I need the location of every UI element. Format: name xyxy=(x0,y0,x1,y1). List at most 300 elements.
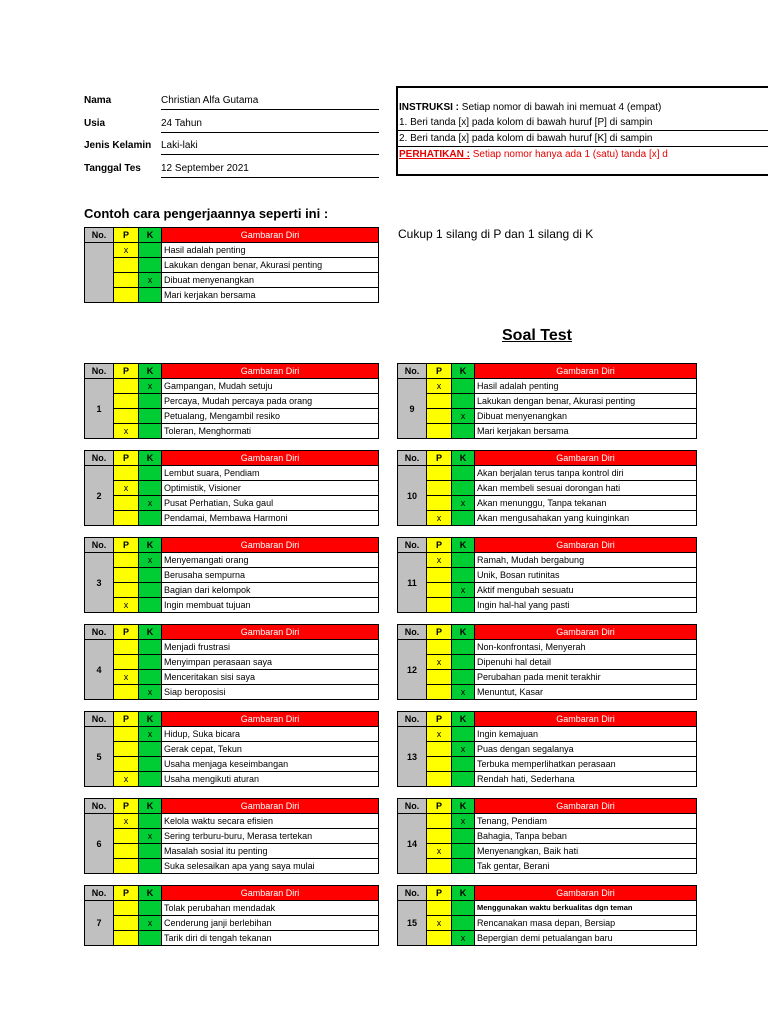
k-checkbox[interactable]: x xyxy=(452,409,475,424)
header-p: P xyxy=(114,228,139,243)
statement-row xyxy=(85,931,379,946)
jenis-kelamin-label: Jenis Kelamin xyxy=(84,140,152,151)
p-checkbox[interactable] xyxy=(427,424,452,439)
p-checkbox[interactable] xyxy=(427,859,452,874)
p-checkbox[interactable] xyxy=(114,583,139,598)
usia-label: Usia xyxy=(84,118,106,129)
k-checkbox[interactable] xyxy=(452,640,475,655)
example-title: Contoh cara pengerjaannya seperti ini : xyxy=(84,206,329,221)
statement-row xyxy=(85,511,379,526)
statement-text: Usaha mengikuti aturan xyxy=(162,772,379,787)
k-checkbox[interactable]: x xyxy=(139,379,162,394)
statement-text: Suka selesaikan apa yang saya mulai xyxy=(162,859,379,874)
question-header-row xyxy=(398,538,697,553)
statement-row xyxy=(398,568,697,583)
header-k: K xyxy=(452,712,475,727)
k-checkbox[interactable]: x xyxy=(139,273,162,288)
k-checkbox[interactable] xyxy=(139,424,162,439)
statement-row xyxy=(398,583,697,598)
statement-text: Bahagia, Tanpa beban xyxy=(475,829,697,844)
statement-text: Optimistik, Visioner xyxy=(162,481,379,496)
statement-text: Dibuat menyenangkan xyxy=(162,273,379,288)
header-desc: Gambaran Diri xyxy=(162,451,379,466)
p-checkbox[interactable] xyxy=(427,394,452,409)
header-no: No. xyxy=(398,451,427,466)
p-checkbox[interactable] xyxy=(114,568,139,583)
statement-text: Dipenuhi hal detail xyxy=(475,655,697,670)
statement-text: Terbuka memperlihatkan perasaan xyxy=(475,757,697,772)
statement-text: Ingin membuat tujuan xyxy=(162,598,379,613)
k-checkbox[interactable] xyxy=(139,772,162,787)
question-number: 11 xyxy=(398,553,427,613)
header-p: P xyxy=(114,886,139,901)
statement-row xyxy=(398,814,697,829)
statement-text: Bagian dari kelompok xyxy=(162,583,379,598)
header-desc: Gambaran Diri xyxy=(475,886,697,901)
k-checkbox[interactable]: x xyxy=(139,685,162,700)
k-checkbox[interactable] xyxy=(452,844,475,859)
statement-text: Akan menunggu, Tanpa tekanan xyxy=(475,496,697,511)
statement-row xyxy=(85,859,379,874)
p-checkbox[interactable]: x xyxy=(427,511,452,526)
k-checkbox[interactable] xyxy=(452,598,475,613)
tanggal-tes-label: Tanggal Tes xyxy=(84,163,141,174)
statement-row xyxy=(85,424,379,439)
question-block-5 xyxy=(84,711,379,787)
k-checkbox[interactable] xyxy=(139,901,162,916)
statement-row xyxy=(85,901,379,916)
k-checkbox[interactable]: x xyxy=(452,583,475,598)
k-checkbox[interactable] xyxy=(139,670,162,685)
statement-text: Ingin kemajuan xyxy=(475,727,697,742)
header-p: P xyxy=(427,625,452,640)
k-checkbox[interactable] xyxy=(139,844,162,859)
k-checkbox[interactable]: x xyxy=(139,496,162,511)
p-checkbox[interactable] xyxy=(427,829,452,844)
statement-text: Gerak cepat, Tekun xyxy=(162,742,379,757)
k-checkbox[interactable] xyxy=(139,598,162,613)
example-header-row xyxy=(85,228,379,243)
statement-row xyxy=(398,424,697,439)
header-no: No. xyxy=(398,364,427,379)
statement-row xyxy=(85,829,379,844)
k-checkbox[interactable]: x xyxy=(139,727,162,742)
p-checkbox[interactable] xyxy=(114,757,139,772)
k-checkbox[interactable] xyxy=(139,655,162,670)
statement-text: Mari kerjakan bersama xyxy=(162,288,379,303)
header-p: P xyxy=(114,712,139,727)
p-checkbox[interactable] xyxy=(427,640,452,655)
header-desc: Gambaran Diri xyxy=(475,625,697,640)
statement-text: Tenang, Pendiam xyxy=(475,814,697,829)
question-block-4 xyxy=(84,624,379,700)
question-header-row xyxy=(398,364,697,379)
header-p: P xyxy=(114,364,139,379)
statement-text: Gampangan, Mudah setuju xyxy=(162,379,379,394)
question-block-1 xyxy=(84,363,379,439)
instruction-line-2: 1. Beri tanda [x] pada kolom di bawah huruf [P] di sampin xyxy=(398,115,768,131)
p-checkbox[interactable] xyxy=(114,379,139,394)
k-checkbox[interactable] xyxy=(139,814,162,829)
statement-row xyxy=(85,496,379,511)
p-checkbox[interactable] xyxy=(427,583,452,598)
question-number: 12 xyxy=(398,640,427,700)
p-checkbox[interactable] xyxy=(114,916,139,931)
p-checkbox[interactable] xyxy=(114,466,139,481)
statement-row xyxy=(398,829,697,844)
header-p: P xyxy=(427,451,452,466)
k-checkbox[interactable] xyxy=(139,409,162,424)
question-block-6 xyxy=(84,798,379,874)
p-checkbox[interactable]: x xyxy=(114,243,139,258)
statement-row xyxy=(398,844,697,859)
statement-row xyxy=(85,844,379,859)
k-checkbox[interactable] xyxy=(452,481,475,496)
question-number: 9 xyxy=(398,379,427,439)
statement-row xyxy=(398,757,697,772)
p-checkbox[interactable] xyxy=(427,772,452,787)
header-k: K xyxy=(452,451,475,466)
statement-text: Percaya, Mudah percaya pada orang xyxy=(162,394,379,409)
k-checkbox[interactable]: x xyxy=(452,931,475,946)
header-no: No. xyxy=(398,799,427,814)
k-checkbox[interactable] xyxy=(139,742,162,757)
k-checkbox[interactable] xyxy=(452,757,475,772)
header-no: No. xyxy=(85,799,114,814)
statement-text: Usaha menjaga keseimbangan xyxy=(162,757,379,772)
statement-text: Tarik diri di tengah tekanan xyxy=(162,931,379,946)
p-checkbox[interactable] xyxy=(114,288,139,303)
header-k: K xyxy=(452,538,475,553)
p-checkbox[interactable] xyxy=(114,685,139,700)
k-checkbox[interactable]: x xyxy=(452,814,475,829)
k-checkbox[interactable] xyxy=(452,568,475,583)
header-k: K xyxy=(452,364,475,379)
statement-row xyxy=(85,655,379,670)
statement-row xyxy=(398,394,697,409)
instruction-line-1: INSTRUKSI : Setiap nomor di bawah ini memuat 4 (empat) xyxy=(399,102,662,113)
header-k: K xyxy=(139,451,162,466)
question-number: 4 xyxy=(85,640,114,700)
k-checkbox[interactable] xyxy=(452,772,475,787)
header-k: K xyxy=(139,538,162,553)
k-checkbox[interactable] xyxy=(139,288,162,303)
k-checkbox[interactable] xyxy=(139,511,162,526)
header-k: K xyxy=(452,799,475,814)
header-no: No. xyxy=(398,538,427,553)
statement-text: Akan mengusahakan yang kuinginkan xyxy=(475,511,697,526)
question-header-row xyxy=(398,799,697,814)
p-checkbox[interactable] xyxy=(427,901,452,916)
p-checkbox[interactable]: x xyxy=(114,772,139,787)
statement-row xyxy=(85,568,379,583)
question-block-3 xyxy=(84,537,379,613)
p-checkbox[interactable] xyxy=(427,598,452,613)
p-checkbox[interactable] xyxy=(114,511,139,526)
example-row xyxy=(85,258,379,273)
statement-row xyxy=(85,640,379,655)
statement-text: Tolak perubahan mendadak xyxy=(162,901,379,916)
instruction-box xyxy=(396,86,768,176)
header-k: K xyxy=(139,886,162,901)
statement-row xyxy=(398,727,697,742)
question-number: 7 xyxy=(85,901,114,946)
statement-text: Berusaha sempurna xyxy=(162,568,379,583)
k-checkbox[interactable] xyxy=(452,394,475,409)
k-checkbox[interactable]: x xyxy=(452,685,475,700)
question-header-row xyxy=(85,886,379,901)
header-no: No. xyxy=(398,886,427,901)
statement-text: Menuntut, Kasar xyxy=(475,685,697,700)
header-no: No. xyxy=(85,712,114,727)
p-checkbox[interactable] xyxy=(114,844,139,859)
p-checkbox[interactable] xyxy=(114,553,139,568)
k-checkbox[interactable]: x xyxy=(139,553,162,568)
statement-text: Unik, Bosan rutinitas xyxy=(475,568,697,583)
p-checkbox[interactable] xyxy=(114,742,139,757)
p-checkbox[interactable]: x xyxy=(427,379,452,394)
statement-text: Ramah, Mudah bergabung xyxy=(475,553,697,568)
header-p: P xyxy=(114,538,139,553)
question-block-2 xyxy=(84,450,379,526)
statement-text: Hasil adalah penting xyxy=(475,379,697,394)
statement-text: Puas dengan segalanya xyxy=(475,742,697,757)
statement-text: Pendamai, Membawa Harmoni xyxy=(162,511,379,526)
header-desc: Gambaran Diri xyxy=(162,364,379,379)
statement-row xyxy=(85,481,379,496)
header-no: No. xyxy=(85,451,114,466)
p-checkbox[interactable] xyxy=(114,409,139,424)
k-checkbox[interactable] xyxy=(139,640,162,655)
k-checkbox[interactable] xyxy=(139,481,162,496)
p-checkbox[interactable] xyxy=(427,685,452,700)
header-p: P xyxy=(427,364,452,379)
question-header-row xyxy=(85,712,379,727)
k-checkbox[interactable] xyxy=(452,670,475,685)
header-k: K xyxy=(452,625,475,640)
p-checkbox[interactable] xyxy=(427,466,452,481)
statement-row xyxy=(398,859,697,874)
header-desc: Gambaran Diri xyxy=(162,712,379,727)
statement-text: Menyenangkan, Baik hati xyxy=(475,844,697,859)
question-header-row xyxy=(85,451,379,466)
header-desc: Gambaran Diri xyxy=(475,364,697,379)
p-checkbox[interactable] xyxy=(427,409,452,424)
statement-row xyxy=(85,379,379,394)
p-checkbox[interactable] xyxy=(114,496,139,511)
k-checkbox[interactable] xyxy=(452,511,475,526)
statement-row xyxy=(398,916,697,931)
statement-text: Hidup, Suka bicara xyxy=(162,727,379,742)
statement-row xyxy=(398,655,697,670)
statement-row xyxy=(85,598,379,613)
k-checkbox[interactable] xyxy=(452,727,475,742)
header-p: P xyxy=(427,712,452,727)
p-checkbox[interactable] xyxy=(114,258,139,273)
statement-text: Mari kerjakan bersama xyxy=(475,424,697,439)
statement-row xyxy=(85,916,379,931)
example-row xyxy=(85,273,379,288)
statement-row xyxy=(398,496,697,511)
question-header-row xyxy=(85,364,379,379)
question-number: 1 xyxy=(85,379,114,439)
question-number: 3 xyxy=(85,553,114,613)
statement-row xyxy=(85,670,379,685)
question-block-14 xyxy=(397,798,697,874)
k-checkbox[interactable]: x xyxy=(452,742,475,757)
jenis-kelamin-value: Laki-laki xyxy=(161,140,379,155)
k-checkbox[interactable] xyxy=(139,258,162,273)
tanggal-tes-value: 12 September 2021 xyxy=(161,163,379,178)
p-checkbox[interactable] xyxy=(114,931,139,946)
p-checkbox[interactable] xyxy=(427,568,452,583)
p-checkbox[interactable] xyxy=(427,670,452,685)
statement-text: Akan membeli sesuai dorongan hati xyxy=(475,481,697,496)
p-checkbox[interactable] xyxy=(114,655,139,670)
statement-text: Sering terburu-buru, Merasa tertekan xyxy=(162,829,379,844)
k-checkbox[interactable] xyxy=(452,379,475,394)
p-checkbox[interactable]: x xyxy=(427,727,452,742)
header-no: No. xyxy=(398,625,427,640)
p-checkbox[interactable] xyxy=(114,394,139,409)
p-checkbox[interactable] xyxy=(427,931,452,946)
p-checkbox[interactable] xyxy=(427,757,452,772)
header-no: No. xyxy=(85,886,114,901)
statement-text: Ingin hal-hal yang pasti xyxy=(475,598,697,613)
p-checkbox[interactable] xyxy=(114,829,139,844)
p-checkbox[interactable] xyxy=(114,859,139,874)
question-number: 10 xyxy=(398,466,427,526)
header-desc: Gambaran Diri xyxy=(475,538,697,553)
statement-text: Aktif mengubah sesuatu xyxy=(475,583,697,598)
soal-test-title: Soal Test xyxy=(502,327,572,344)
p-checkbox[interactable] xyxy=(114,901,139,916)
statement-text: Menyimpan perasaan saya xyxy=(162,655,379,670)
p-checkbox[interactable] xyxy=(427,742,452,757)
statement-row xyxy=(398,481,697,496)
header-desc: Gambaran Diri xyxy=(162,886,379,901)
example-row xyxy=(85,288,379,303)
header-no: No. xyxy=(85,364,114,379)
header-no: No. xyxy=(85,538,114,553)
p-checkbox[interactable] xyxy=(427,496,452,511)
p-checkbox[interactable] xyxy=(114,727,139,742)
k-checkbox[interactable] xyxy=(139,757,162,772)
header-k: K xyxy=(139,228,162,243)
k-checkbox[interactable] xyxy=(139,394,162,409)
question-block-9 xyxy=(397,363,697,439)
k-checkbox[interactable] xyxy=(452,916,475,931)
statement-row xyxy=(398,772,697,787)
header-desc: Gambaran Diri xyxy=(475,799,697,814)
header-k: K xyxy=(452,886,475,901)
header-k: K xyxy=(139,799,162,814)
header-k: K xyxy=(139,625,162,640)
statement-text: Masalah sosial itu penting xyxy=(162,844,379,859)
question-header-row xyxy=(398,625,697,640)
p-checkbox[interactable] xyxy=(427,481,452,496)
header-desc: Gambaran Diri xyxy=(162,538,379,553)
statement-row xyxy=(398,553,697,568)
header-p: P xyxy=(427,886,452,901)
statement-text: Dibuat menyenangkan xyxy=(475,409,697,424)
p-checkbox[interactable] xyxy=(114,640,139,655)
p-checkbox[interactable]: x xyxy=(114,670,139,685)
p-checkbox[interactable] xyxy=(114,273,139,288)
example-no-cell xyxy=(85,243,114,303)
statement-text: Menceritakan sisi saya xyxy=(162,670,379,685)
statement-row xyxy=(85,772,379,787)
statement-row xyxy=(398,640,697,655)
statement-row xyxy=(398,511,697,526)
k-checkbox[interactable] xyxy=(452,655,475,670)
p-checkbox[interactable]: x xyxy=(114,481,139,496)
statement-row xyxy=(85,553,379,568)
statement-row xyxy=(398,598,697,613)
statement-text: Menggunakan waktu berkualitas dgn teman xyxy=(475,901,697,916)
statement-text: Siap beroposisi xyxy=(162,685,379,700)
k-checkbox[interactable] xyxy=(452,901,475,916)
statement-text: Kelola waktu secara efisien xyxy=(162,814,379,829)
header-desc: Gambaran Diri xyxy=(162,799,379,814)
example-row xyxy=(85,243,379,258)
p-checkbox[interactable]: x xyxy=(114,598,139,613)
statement-row xyxy=(85,466,379,481)
k-checkbox[interactable]: x xyxy=(452,496,475,511)
statement-row xyxy=(398,931,697,946)
p-checkbox[interactable]: x xyxy=(427,844,452,859)
k-checkbox[interactable]: x xyxy=(139,829,162,844)
p-checkbox[interactable] xyxy=(427,814,452,829)
k-checkbox[interactable]: x xyxy=(139,916,162,931)
statement-row xyxy=(398,409,697,424)
k-checkbox[interactable] xyxy=(139,243,162,258)
statement-text: Non-konfrontasi, Menyerah xyxy=(475,640,697,655)
header-no: No. xyxy=(85,228,114,243)
k-checkbox[interactable] xyxy=(139,859,162,874)
p-checkbox[interactable]: x xyxy=(427,655,452,670)
k-checkbox[interactable] xyxy=(452,553,475,568)
statement-text: Perubahan pada menit terakhir xyxy=(475,670,697,685)
statement-text: Lembut suara, Pendiam xyxy=(162,466,379,481)
question-header-row xyxy=(85,538,379,553)
header-p: P xyxy=(427,799,452,814)
statement-text: Toleran, Menghormati xyxy=(162,424,379,439)
k-checkbox[interactable] xyxy=(452,424,475,439)
statement-row xyxy=(398,466,697,481)
k-checkbox[interactable] xyxy=(452,829,475,844)
p-checkbox[interactable]: x xyxy=(427,553,452,568)
question-block-11 xyxy=(397,537,697,613)
k-checkbox[interactable] xyxy=(139,568,162,583)
k-checkbox[interactable] xyxy=(139,466,162,481)
statement-row xyxy=(398,742,697,757)
statement-text: Lakukan dengan benar, Akurasi penting xyxy=(475,394,697,409)
k-checkbox[interactable] xyxy=(452,859,475,874)
statement-row xyxy=(398,379,697,394)
statement-row xyxy=(398,685,697,700)
question-block-12 xyxy=(397,624,697,700)
p-checkbox[interactable]: x xyxy=(427,916,452,931)
p-checkbox[interactable]: x xyxy=(114,814,139,829)
p-checkbox[interactable]: x xyxy=(114,424,139,439)
statement-text: Tak gentar, Berani xyxy=(475,859,697,874)
k-checkbox[interactable] xyxy=(452,466,475,481)
k-checkbox[interactable] xyxy=(139,583,162,598)
question-header-row xyxy=(85,799,379,814)
statement-row xyxy=(398,901,697,916)
k-checkbox[interactable] xyxy=(139,931,162,946)
